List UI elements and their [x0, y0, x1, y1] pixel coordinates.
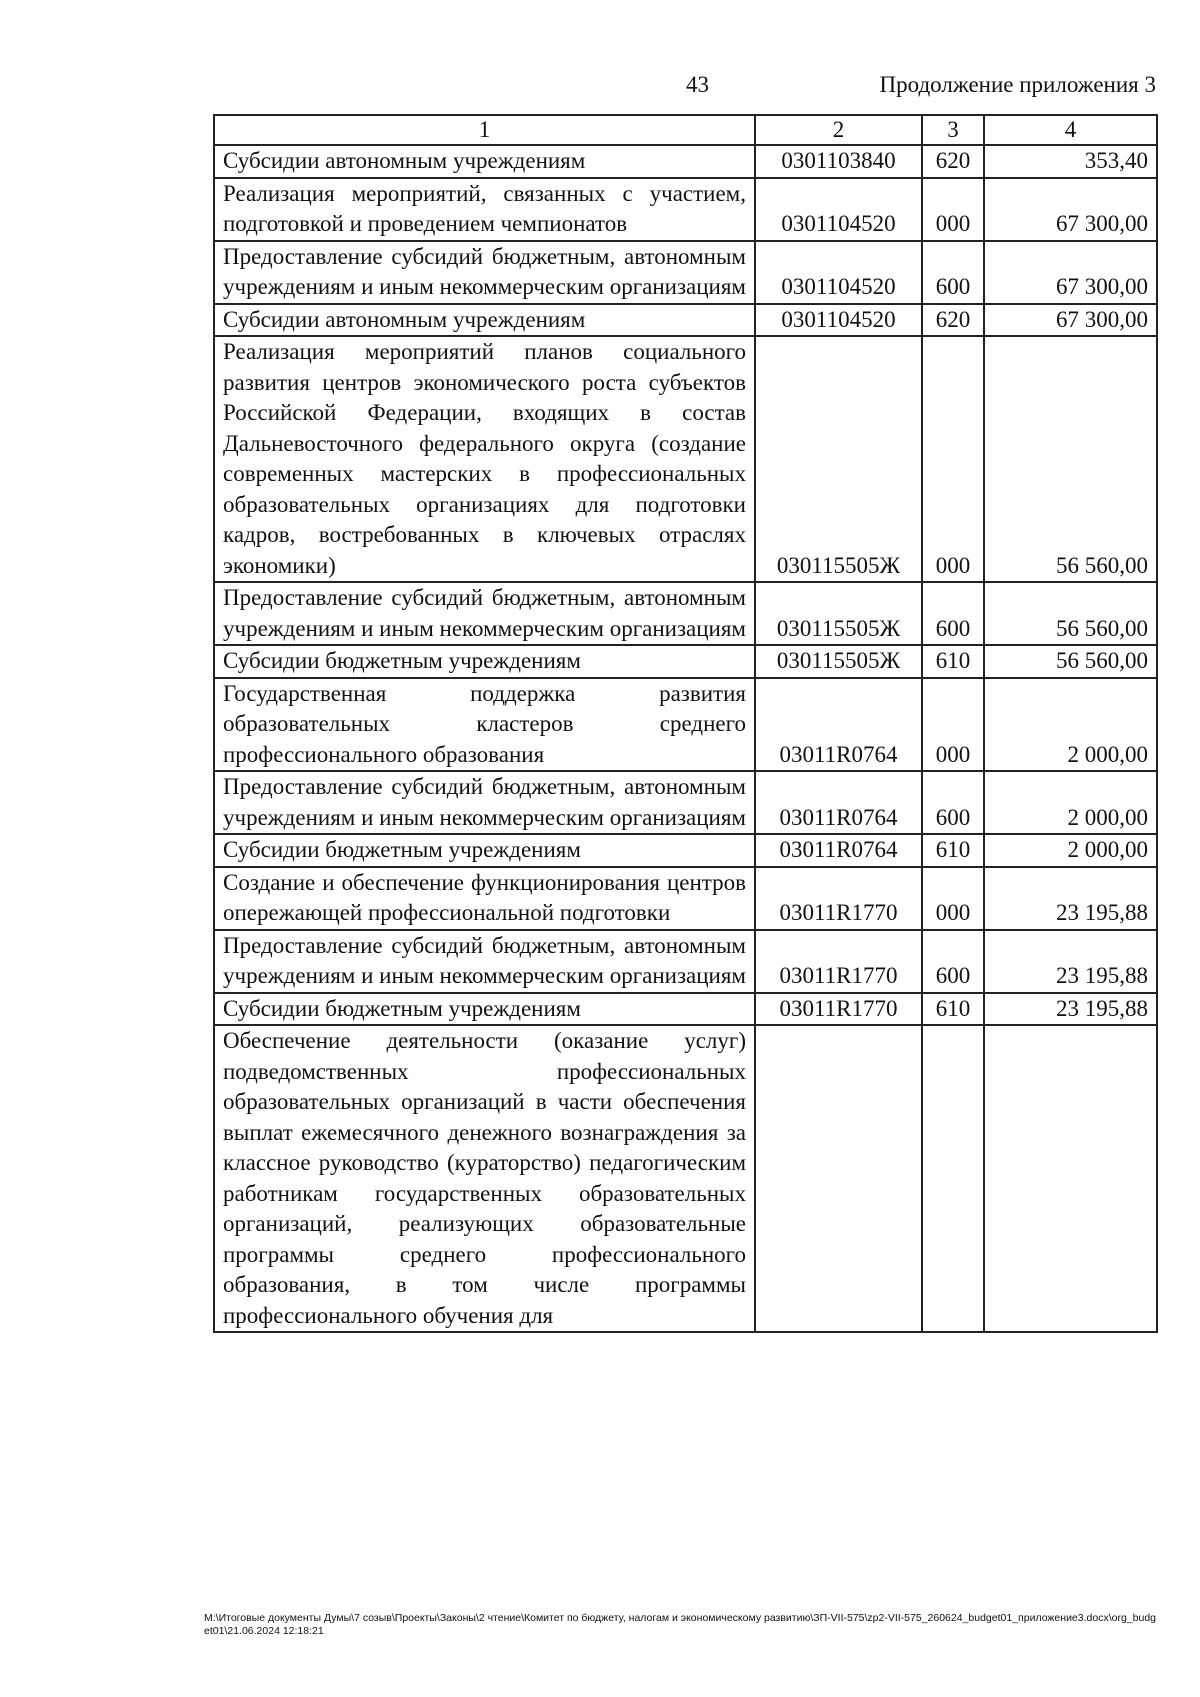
- appendix-continuation-title: Продолжение приложения 3: [879, 72, 1156, 97]
- row-name: Обеспечение деятельности (оказание услуг) подведомственных профессиональных образовательных организаций в части обеспечения выплат ежемесячного денежного вознаграждения за классное руководство (кураторство) педагогическим работникам государственных образовательных организаций, реализующих образовательные программы среднего профессионального образования, в том числе программы профессионального обучения для: [214, 1025, 755, 1332]
- row-amount: 67 300,00: [984, 241, 1157, 304]
- row-code: 03011R1770: [755, 867, 922, 930]
- table-row: [214, 1025, 1157, 1332]
- table-row: [214, 930, 1157, 993]
- row-code: 03011R1770: [755, 993, 922, 1026]
- table-row: [214, 678, 1157, 772]
- row-name: Предоставление субсидий бюджетным, автономным учреждениям и иным некоммерческим организациям: [214, 771, 755, 834]
- row-code: [755, 1025, 922, 1332]
- row-kind: 600: [922, 582, 984, 645]
- row-name: Предоставление субсидий бюджетным, автономным учреждениям и иным некоммерческим организациям: [214, 241, 755, 304]
- row-code: 03011R1770: [755, 930, 922, 993]
- row-code: 0301104520: [755, 304, 922, 337]
- row-amount: 2 000,00: [984, 771, 1157, 834]
- row-amount: 353,40: [984, 145, 1157, 178]
- row-kind: 610: [922, 834, 984, 867]
- row-code: 0301104520: [755, 241, 922, 304]
- row-code: 030115505Ж: [755, 645, 922, 678]
- row-name: Реализация мероприятий, связанных с участием, подготовкой и проведением чемпионатов: [214, 178, 755, 241]
- row-kind: 000: [922, 336, 984, 582]
- table-row: [214, 145, 1157, 178]
- table-row: [214, 178, 1157, 241]
- row-kind: 000: [922, 678, 984, 772]
- table-row: [214, 993, 1157, 1026]
- row-code: 03011R0764: [755, 834, 922, 867]
- table-row: [214, 645, 1157, 678]
- row-name: Предоставление субсидий бюджетным, автономным учреждениям и иным некоммерческим организациям: [214, 582, 755, 645]
- table-row: [214, 304, 1157, 337]
- row-amount: [984, 1025, 1157, 1332]
- column-header-code: 2: [755, 115, 922, 145]
- row-kind: 000: [922, 867, 984, 930]
- document-file-path: M:\Итоговые документы Думы\7 созыв\Проекты\Законы\2 чтение\Комитет по бюджету, налогам и экономическому развитию\ЗП-VII-575\zp2-VII-575_260624_budget01_приложение3.docx\org_budget01\21.06.2024 12:18:21: [204, 1612, 1157, 1637]
- row-kind: 600: [922, 241, 984, 304]
- table-header-row: [214, 115, 1157, 145]
- row-code: 030115505Ж: [755, 582, 922, 645]
- row-amount: 23 195,88: [984, 993, 1157, 1026]
- page-number: 43: [686, 72, 709, 97]
- row-kind: 620: [922, 145, 984, 178]
- row-amount: 67 300,00: [984, 178, 1157, 241]
- table-row: [214, 336, 1157, 582]
- row-kind: 600: [922, 930, 984, 993]
- row-code: 03011R0764: [755, 771, 922, 834]
- row-name: Субсидии автономным учреждениям: [214, 145, 755, 178]
- table-row: [214, 241, 1157, 304]
- table-row: [214, 582, 1157, 645]
- row-name: Субсидии автономным учреждениям: [214, 304, 755, 337]
- row-amount: 67 300,00: [984, 304, 1157, 337]
- column-header-amount: 4: [984, 115, 1157, 145]
- row-amount: 56 560,00: [984, 582, 1157, 645]
- row-code: 03011R0764: [755, 678, 922, 772]
- row-kind: 610: [922, 993, 984, 1026]
- row-code: 0301103840: [755, 145, 922, 178]
- row-name: Предоставление субсидий бюджетным, автономным учреждениям и иным некоммерческим организациям: [214, 930, 755, 993]
- row-name: Субсидии бюджетным учреждениям: [214, 645, 755, 678]
- row-kind: 620: [922, 304, 984, 337]
- row-amount: 23 195,88: [984, 930, 1157, 993]
- row-code: 0301104520: [755, 178, 922, 241]
- row-name: Реализация мероприятий планов социального развития центров экономического роста субъектов Российской Федерации, входящих в состав Дальневосточного федерального округа (создание современных мастерских в профессиональных образовательных организациях для подготовки кадров, востребованных в ключевых отраслях экономики): [214, 336, 755, 582]
- table-row: [214, 867, 1157, 930]
- row-kind: [922, 1025, 984, 1332]
- table-row: [214, 771, 1157, 834]
- table-row: [214, 834, 1157, 867]
- row-amount: 23 195,88: [984, 867, 1157, 930]
- column-header-kind: 3: [922, 115, 984, 145]
- column-header-name: 1: [214, 115, 755, 145]
- row-kind: 600: [922, 771, 984, 834]
- row-code: 030115505Ж: [755, 336, 922, 582]
- row-amount: 2 000,00: [984, 678, 1157, 772]
- row-kind: 000: [922, 178, 984, 241]
- row-name: Субсидии бюджетным учреждениям: [214, 834, 755, 867]
- row-name: Государственная поддержка развития образовательных кластеров среднего профессионального образования: [214, 678, 755, 772]
- row-kind: 610: [922, 645, 984, 678]
- row-amount: 56 560,00: [984, 336, 1157, 582]
- row-amount: 56 560,00: [984, 645, 1157, 678]
- budget-table: [213, 114, 1158, 1333]
- row-name: Субсидии бюджетным учреждениям: [214, 993, 755, 1026]
- row-amount: 2 000,00: [984, 834, 1157, 867]
- row-name: Создание и обеспечение функционирования центров опережающей профессиональной подготовки: [214, 867, 755, 930]
